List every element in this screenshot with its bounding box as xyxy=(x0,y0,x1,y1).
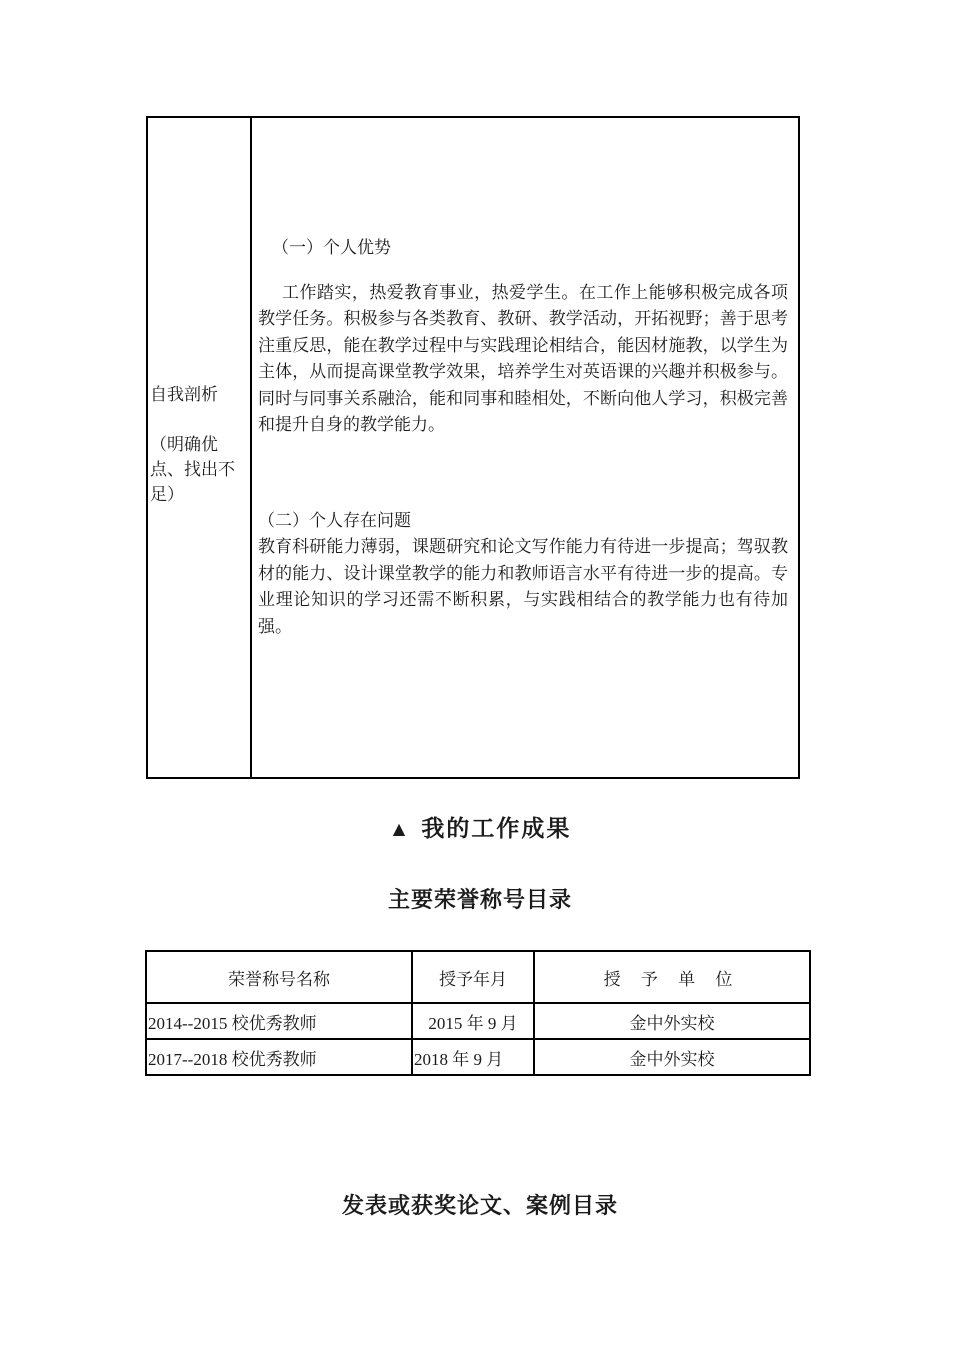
honor-name-cell: 2017--2018 校优秀教师 xyxy=(146,1039,412,1075)
self-analysis-table xyxy=(146,116,800,779)
honor-unit-cell: 金中外实校 xyxy=(534,1039,810,1075)
honors-header-row xyxy=(146,951,810,1003)
honors-header-unit: 授 予 单 位 xyxy=(534,951,810,1003)
honor-name-cell: 2014--2015 校优秀教师 xyxy=(146,1003,412,1039)
work-results-title: 我的工作成果 xyxy=(421,816,572,841)
honors-table xyxy=(145,950,811,1076)
section-2-body: 教育科研能力薄弱，课题研究和论文写作能力有待进一步提高；驾驭教材的能力、设计课堂教学的能力和教师语言水平有待进一步的提高。专业理论知识的学习还需不断积累，与实践相结合的教学能力也有待加强。 xyxy=(258,537,788,636)
section-1-heading: （一）个人优势 xyxy=(272,238,391,257)
honors-header-name: 荣誉称号名称 xyxy=(146,951,412,1003)
honors-title: 主要荣誉称号目录 xyxy=(387,887,572,912)
row-label-note: （明确优点、找出不足） xyxy=(150,435,235,504)
section-1-body: 工作踏实，热爱教育事业，热爱学生。在工作上能够积极完成各项教学任务。积极参与各类教育、教研、教学活动，开拓视野；善于思考注重反思，能在教学过程中与实践理论相结合，能因材施教，以学生为主体，从而提高课堂教学效果，培养学生对英语课的兴趣并积极参与。同时与同事关系融洽，能和同事和睦相处，不断向他人学习，积极完善和提升自身的教学能力。 xyxy=(258,282,788,434)
honors-row xyxy=(146,1039,810,1075)
self-analysis-content xyxy=(252,118,798,777)
honors-header-date: 授予年月 xyxy=(412,951,534,1003)
honor-date-cell: 2015 年 9 月 xyxy=(412,1003,534,1039)
honor-unit-cell: 金中外实校 xyxy=(534,1003,810,1039)
triangle-icon: ▲ xyxy=(388,817,410,841)
work-results-heading xyxy=(0,810,960,843)
self-analysis-row-label xyxy=(148,118,252,777)
honor-date-cell: 2018 年 9 月 xyxy=(412,1039,534,1075)
papers-title: 发表或获奖论文、案例目录 xyxy=(341,1193,618,1218)
section-2-heading: （二）个人存在问题 xyxy=(258,510,411,530)
row-label-title: 自我剖析 xyxy=(150,385,218,404)
honors-row xyxy=(146,1003,810,1039)
